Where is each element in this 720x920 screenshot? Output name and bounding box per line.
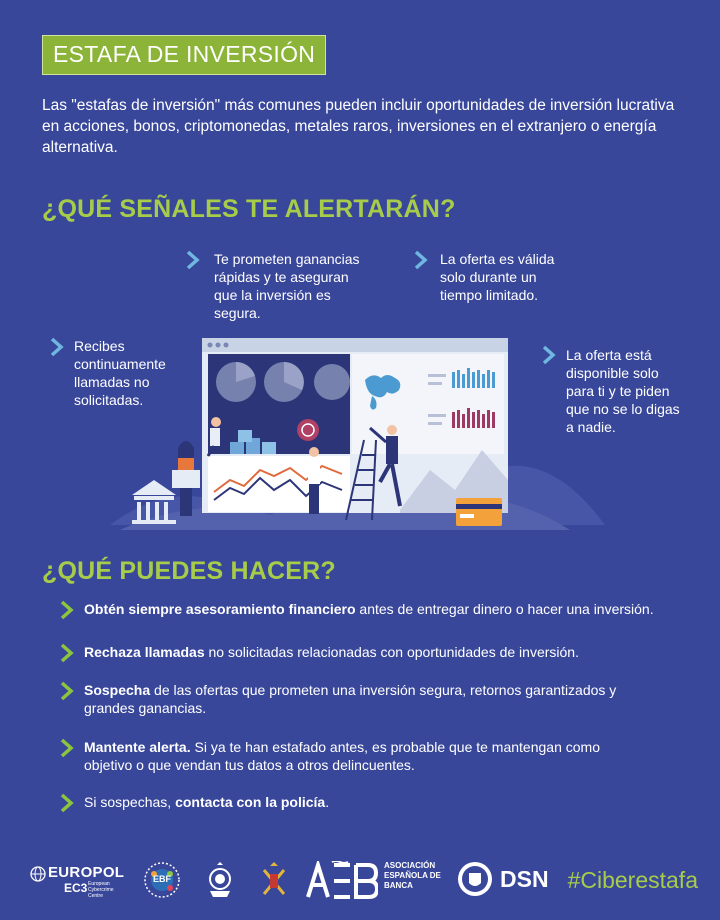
dsn-logo	[456, 860, 556, 900]
chevron-right-icon	[186, 250, 200, 270]
signal-item-unsolicited-calls: Recibes continuamente llamadas no solicitadas.	[74, 338, 166, 408]
signal-item-secret-offer: La oferta está disponible solo para ti y te piden que no se lo digas a nadie.	[566, 347, 680, 435]
ebf-logo	[142, 860, 182, 900]
chevron-right-icon	[50, 337, 64, 357]
globe-icon	[30, 866, 46, 882]
action-text: de las ofertas que prometen una inversión segura, retornos garantizados y grandes ganancias.	[84, 682, 617, 716]
list-item	[60, 643, 660, 661]
aeb-letters-icon	[306, 861, 378, 899]
dsn-text: DSN	[500, 866, 549, 892]
footer-logos	[0, 850, 720, 910]
action-text: Si ya te han estafado antes, es probable que te mantengan como objetivo o que vendan tus datos a otros delincuentes.	[84, 739, 600, 773]
action-text: .	[325, 794, 330, 810]
list-item	[60, 793, 660, 811]
action-text: antes de entregar dinero o hacer una inversión.	[355, 601, 654, 617]
signal-item-fast-gains: Te prometen ganancias rápidas y te aseguran que la inversión es segura.	[214, 251, 360, 321]
page-title: ESTAFA DE INVERSIÓN	[42, 35, 326, 75]
actions-heading: ¿QUÉ PUEDES HACER?	[42, 557, 336, 585]
aeb-logo	[306, 859, 446, 901]
hashtag: #Ciberestafa	[567, 867, 698, 893]
europol-logo	[30, 864, 125, 899]
action-bold-text: Mantente alerta.	[84, 739, 191, 755]
ebf-text: EBF	[153, 874, 171, 884]
policia-nacional-shield-icon	[205, 859, 235, 901]
action-bold-text: Rechaza llamadas	[84, 644, 205, 660]
europol-text: EUROPOL	[48, 864, 125, 881]
list-item	[60, 600, 660, 618]
action-bold-text: Sospecha	[84, 682, 151, 698]
dsn-seal-icon	[456, 860, 494, 898]
signal-item-limited-time: La oferta es válida solo durante un tiempo limitado.	[440, 251, 555, 303]
list-item	[60, 681, 620, 717]
aeb-text: ASOCIACIÓN ESPAÑOLA DE BANCA	[384, 861, 441, 890]
chevron-right-icon	[60, 681, 74, 701]
intro-paragraph: Las "estafas de inversión" más comunes pueden incluir oportunidades de inversión lucrativa en acciones, bonos, criptomonedas, metales raros, inversiones en el extranjero o energía alternativa.	[42, 97, 675, 156]
chevron-right-icon	[60, 600, 74, 620]
ec3-text: EC3	[64, 881, 88, 895]
guardia-civil-emblem-icon	[258, 860, 290, 900]
ec3-subtitle: European Cybercrime Centre	[88, 881, 114, 899]
action-bold-text: contacta con la policía	[175, 794, 326, 810]
action-text: no solicitadas relacionadas con oportunidades de inversión.	[204, 644, 579, 660]
chevron-right-icon	[414, 250, 428, 270]
chevron-right-icon	[60, 793, 74, 813]
investment-illustration	[110, 330, 610, 535]
list-item	[60, 738, 640, 774]
signals-heading: ¿QUÉ SEÑALES TE ALERTARÁN?	[42, 195, 456, 223]
chevron-right-icon	[60, 738, 74, 758]
chevron-right-icon	[60, 643, 74, 663]
action-text: Si sospechas,	[84, 794, 176, 810]
action-bold-text: Obtén siempre asesoramiento financiero	[84, 601, 356, 617]
